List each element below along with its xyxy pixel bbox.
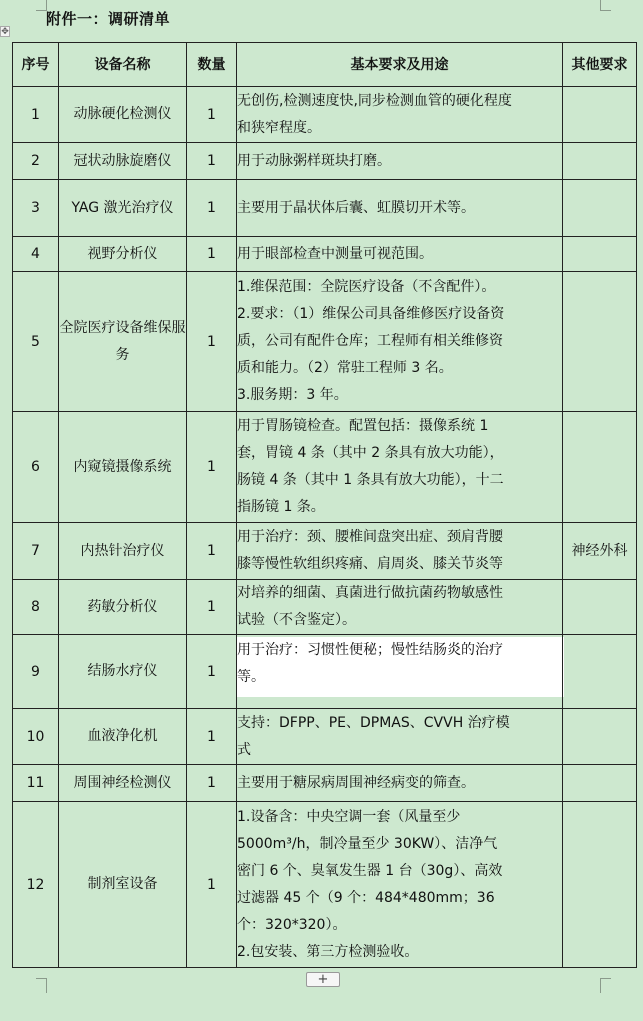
header-no: 序号 xyxy=(13,43,59,87)
cell-quantity: 1 xyxy=(187,709,237,765)
header-name: 设备名称 xyxy=(59,43,187,87)
table-row xyxy=(13,180,637,237)
requirement-line: 过滤器 45 个（9 个：484*480mm；36 xyxy=(237,889,495,906)
cell-requirement xyxy=(237,180,563,237)
requirement-line: 密门 6 个、臭氧发生器 1 台（30g）、高效 xyxy=(237,862,503,879)
cell-requirement xyxy=(237,709,563,765)
table-row xyxy=(13,87,637,143)
requirement-line: 和狭窄程度。 xyxy=(237,119,321,136)
cell-requirement xyxy=(237,580,563,635)
cell-quantity: 1 xyxy=(187,87,237,143)
requirement-line: 主要用于糖尿病周围神经病变的筛查。 xyxy=(237,774,475,791)
cell-device-name: 结肠水疗仪 xyxy=(59,635,187,709)
table-row xyxy=(13,765,637,802)
requirement-line: 无创伤,检测速度快,同步检测血管的硬化程度 xyxy=(237,92,512,109)
cell-requirement xyxy=(237,237,563,272)
requirement-line: 2.包安装、第三方检测验收。 xyxy=(237,943,419,960)
requirement-line: 主要用于晶状体后囊、虹膜切开术等。 xyxy=(237,199,475,216)
cell-no: 1 xyxy=(13,87,59,143)
cell-other-requirement xyxy=(563,580,637,635)
requirement-line: 支持：DFPP、PE、DPMAS、CVVH 治疗模 xyxy=(237,714,510,731)
cell-device-name: 内热针治疗仪 xyxy=(59,523,187,580)
table-row xyxy=(13,143,637,180)
cell-quantity: 1 xyxy=(187,765,237,802)
cell-device-name: 药敏分析仪 xyxy=(59,580,187,635)
requirement-line: 指肠镜 1 条。 xyxy=(237,499,325,515)
table-row xyxy=(13,237,637,272)
table-move-handle-icon[interactable]: ✥ xyxy=(1,27,9,37)
cell-device-name: 动脉硬化检测仪 xyxy=(59,87,187,143)
requirement-line: 质和能力。（2）常驻工程师 3 名。 xyxy=(237,360,453,376)
cell-device-name: 周围神经检测仪 xyxy=(59,765,187,802)
table-row xyxy=(13,802,637,968)
cell-quantity: 1 xyxy=(187,635,237,709)
requirement-line: 用于眼部检查中测量可视范围。 xyxy=(237,245,433,262)
cell-no: 11 xyxy=(13,765,59,802)
table-row xyxy=(13,412,637,523)
requirement-line: 5000m³/h，制冷量至少 30KW）、洁净气 xyxy=(237,835,498,852)
cell-quantity: 1 xyxy=(187,272,237,412)
table-row xyxy=(13,523,637,580)
cell-no: 3 xyxy=(13,180,59,237)
requirement-line: 肠镜 4 条（其中 1 条具有放大功能），十二 xyxy=(237,472,504,488)
cell-device-name: 血液净化机 xyxy=(59,709,187,765)
cell-quantity: 1 xyxy=(187,523,237,580)
requirement-line: 膝等慢性软组织疼痛、肩周炎、膝关节炎等 xyxy=(237,556,503,572)
requirement-line: 1.设备含：中央空调一套（风量至少 xyxy=(237,808,461,825)
page-corner-mark-top-right xyxy=(600,0,611,11)
table-row xyxy=(13,580,637,635)
cell-device-name: YAG 激光治疗仪 xyxy=(59,180,187,237)
add-row-button[interactable]: + xyxy=(306,972,340,987)
cell-no: 5 xyxy=(13,272,59,412)
cell-requirement xyxy=(237,143,563,180)
cell-other-requirement xyxy=(563,635,637,709)
requirement-line: 用于治疗：习惯性便秘；慢性结肠炎的治疗 xyxy=(237,642,503,658)
requirement-line: 1.维保范围：全院医疗设备（不含配件）。 xyxy=(237,279,496,295)
table-header-row xyxy=(13,43,637,87)
cell-requirement xyxy=(237,412,563,523)
cell-requirement xyxy=(237,523,563,580)
requirement-line: 个：320*320）。 xyxy=(237,916,347,933)
document-heading: 附件一：调研清单 xyxy=(46,10,171,28)
cell-no: 6 xyxy=(13,412,59,523)
requirement-line: 用于治疗：颈、腰椎间盘突出症、颈肩背腰 xyxy=(237,529,503,545)
requirement-line: 用于胃肠镜检查。配置包括：摄像系统 1 xyxy=(237,418,489,434)
requirement-line: 套，胃镜 4 条（其中 2 条具有放大功能）， xyxy=(237,445,504,461)
cell-no: 4 xyxy=(13,237,59,272)
table-row xyxy=(13,709,637,765)
cell-requirement xyxy=(237,635,563,709)
cell-no: 10 xyxy=(13,709,59,765)
requirement-line: 对培养的细菌、真菌进行做抗菌药物敏感性 xyxy=(237,585,503,601)
cell-requirement xyxy=(237,765,563,802)
cell-no: 8 xyxy=(13,580,59,635)
cell-quantity: 1 xyxy=(187,412,237,523)
cell-no: 12 xyxy=(13,802,59,968)
cell-other-requirement xyxy=(563,709,637,765)
cell-device-name: 冠状动脉旋磨仪 xyxy=(59,143,187,180)
cell-quantity: 1 xyxy=(187,580,237,635)
header-requirement: 基本要求及用途 xyxy=(237,43,563,87)
requirement-line: 质，公司有配件仓库；工程师有相关维修资 xyxy=(237,333,503,349)
cell-device-name: 内窥镜摄像系统 xyxy=(59,412,187,523)
cell-quantity: 1 xyxy=(187,180,237,237)
cell-other-requirement xyxy=(563,272,637,412)
requirement-line: 试验（不含鉴定）。 xyxy=(237,612,356,628)
cell-other-requirement xyxy=(563,412,637,523)
requirement-line: 等。 xyxy=(237,669,265,685)
cell-other-requirement xyxy=(563,180,637,237)
cell-no: 9 xyxy=(13,635,59,709)
cell-requirement xyxy=(237,802,563,968)
header-other: 其他要求 xyxy=(563,43,637,87)
requirement-line: 式 xyxy=(237,741,251,758)
page-corner-mark-bottom-left xyxy=(36,978,47,993)
cell-other-requirement xyxy=(563,237,637,272)
cell-other-requirement: 神经外科 xyxy=(563,523,637,580)
cell-device-name: 视野分析仪 xyxy=(59,237,187,272)
cell-requirement xyxy=(237,272,563,412)
table-body xyxy=(13,87,637,968)
cell-device-name: 全院医疗设备维保服务 xyxy=(59,272,187,412)
requirement-line: 2.要求：（1）维保公司具备维修医疗设备资 xyxy=(237,306,505,322)
cell-no: 2 xyxy=(13,143,59,180)
page-corner-mark-bottom-right xyxy=(600,978,611,993)
survey-table xyxy=(12,42,637,968)
cell-other-requirement xyxy=(563,802,637,968)
cell-device-name: 制剂室设备 xyxy=(59,802,187,968)
header-qty: 数量 xyxy=(187,43,237,87)
table-row xyxy=(13,272,637,412)
cell-other-requirement xyxy=(563,87,637,143)
requirement-line: 用于动脉粥样斑块打磨。 xyxy=(237,152,391,169)
requirement-line: 3.服务期：3 年。 xyxy=(237,387,348,403)
cell-other-requirement xyxy=(563,143,637,180)
cell-other-requirement xyxy=(563,765,637,802)
cell-no: 7 xyxy=(13,523,59,580)
cell-quantity: 1 xyxy=(187,802,237,968)
cell-quantity: 1 xyxy=(187,143,237,180)
table-row xyxy=(13,635,637,709)
cell-quantity: 1 xyxy=(187,237,237,272)
cell-requirement xyxy=(237,87,563,143)
